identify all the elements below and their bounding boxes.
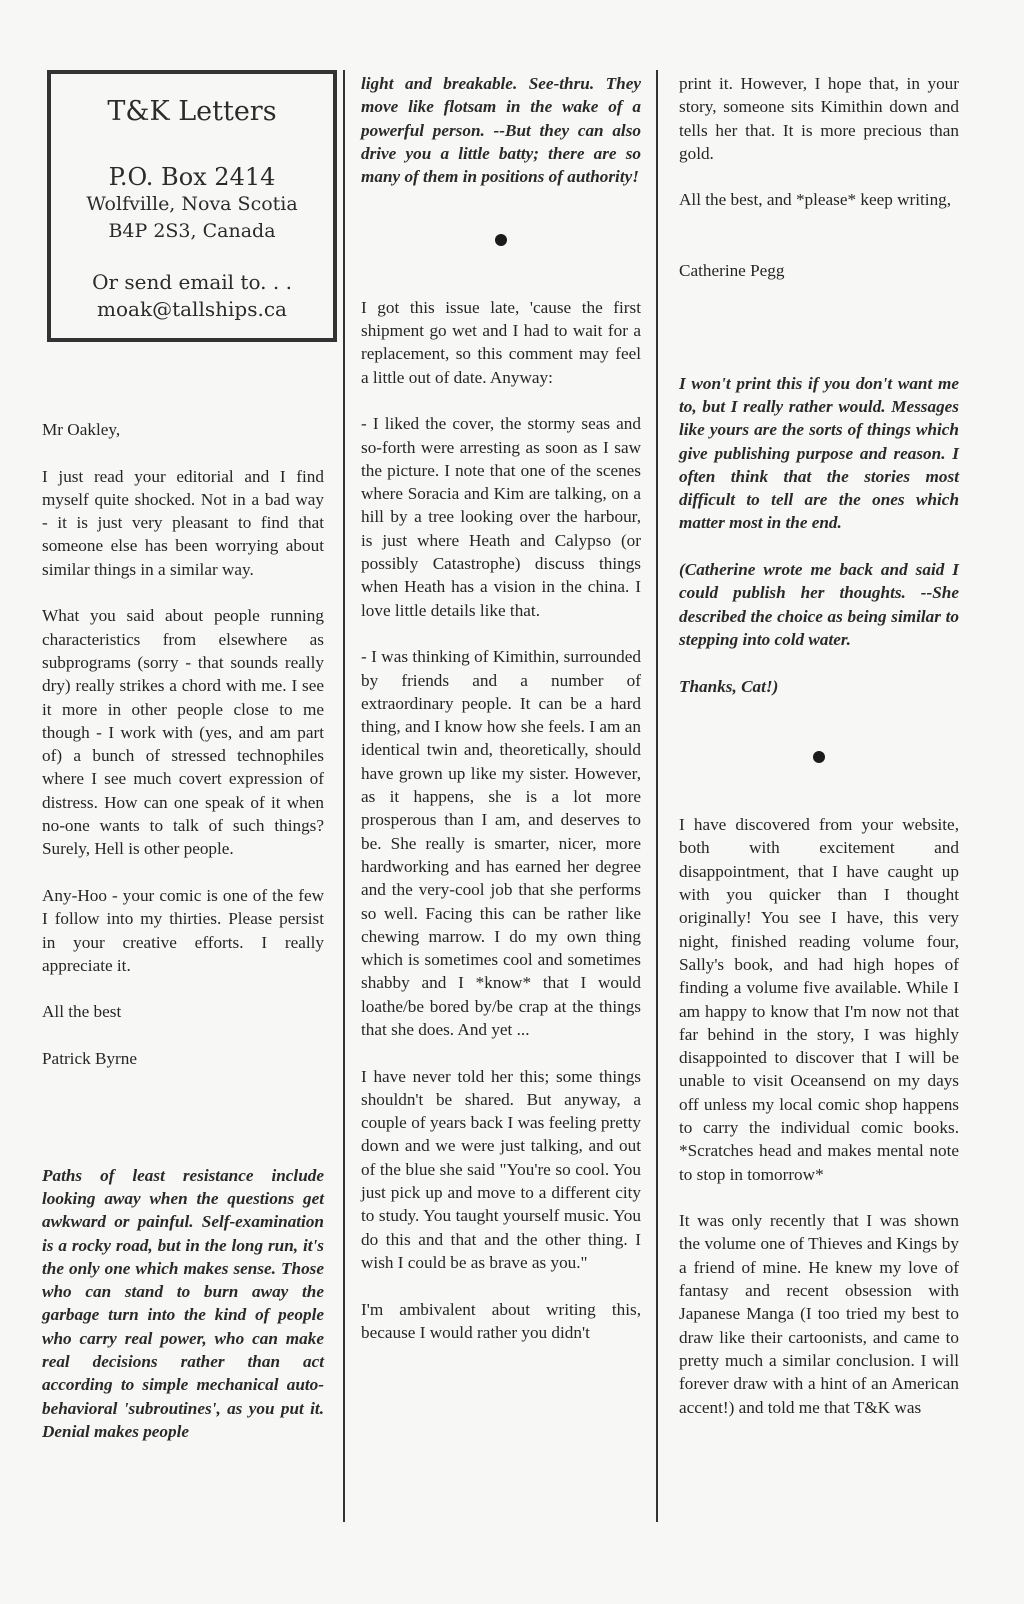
letter-paragraph: What you said about people running characteristics from elsewhere as subprograms (sorry - that sounds really dry) really strikes a chord with me. I see it more in other people close to me though - I work with (yes, and am part of) a bunch of stressed technophiles where I see much covert expression of distress. How can one speak of it when no-one wants to talk of such things? Surely, Hell is other people. (42, 606, 324, 859)
letter-paragraph: - I liked the cover, the stormy seas and so-forth were arresting as soon as I saw the picture. I note that one of the scenes where Soracia and Kim are talking, on a hill by a tree looking over the harbour, is just where Heath and Calypso (or possibly Catastrophe) discuss things when Heath has a vision in the china. I love little details like that. (361, 414, 641, 620)
editor-reply-continued: light and breakable. See-thru. They move like flotsam in the wake of a powerful person. --But they can also drive you a little batty; there are so many of them in positions of authority! (361, 74, 641, 187)
address-postal: B4P 2S3, Canada (108, 220, 276, 242)
letters-title: T&K Letters (107, 96, 277, 127)
editor-reply: I won't print this if you don't want me to, but I really rather would. Messages like yours are the sorts of things which give publishing purpose and reason. I often think that the stories most difficult to tell are the ones which matter most in the end. (679, 373, 959, 533)
letter-closing: All the best (42, 1002, 122, 1022)
letter-paragraph: print it. However, I hope that, in your story, someone sits Kimithin down and tells her that. It is more precious than gold. (679, 74, 959, 163)
letter-paragraph: I have discovered from your website, both with excitement and disappointment, that I have caught up with you quicker than I thought originally! You see I have, this very night, finished reading volume four, Sally's book, and had high hopes of finding a volume five available. While I am happy to know that I'm now not that far behind in the story, I was highly disappointed to discover that I will be unable to visit Oceansend on my days off unless my local comic shop happens to carry the individual comic books. *Scratches head and makes mental note to stop in tomorrow* (679, 815, 959, 1184)
column-1 (42, 418, 324, 1466)
address-box (47, 70, 337, 342)
editor-reply: (Catherine wrote me back and said I could publish her thoughts. --She described the choice as being similar to stepping into cold water. (679, 560, 959, 649)
letter-salutation: Mr Oakley, (42, 420, 121, 439)
letter-signature: Catherine Pegg (679, 261, 785, 281)
letter-paragraph: All the best, and *please* keep writing, (679, 190, 952, 210)
letter-paragraph: I just read your editorial and I find myself quite shocked. Not in a bad way - it is just very pleasant to find that someone else has been worrying about similar things in a similar way. (42, 466, 324, 579)
section-separator-bullet (495, 234, 507, 246)
address-city: Wolfville, Nova Scotia (86, 193, 298, 215)
column-divider-right (656, 70, 658, 1522)
letter-signature: Patrick Byrne (42, 1049, 137, 1069)
column-divider-left (343, 70, 345, 1522)
column-2 (361, 72, 641, 1367)
email-address: moak@tallships.ca (97, 297, 287, 321)
letter-paragraph: It was only recently that I was shown the volume one of Thieves and Kings by a friend of mine. He knew my love of fantasy and recent obsession with Japanese Manga (I too tried my best to draw like their cartoonists, and came to pretty much a similar conclusion. I will forever draw with a hint of an American accent!) and told me that T&K was (679, 1211, 959, 1417)
po-box: P.O. Box 2414 (108, 163, 276, 191)
letter-paragraph: I have never told her this; some things shouldn't be shared. But anyway, a couple of years back I was feeling pretty down and we were just talking, and out of the blue she said "You're so cool. You just pick up and move to a different city to study. You taught yourself music. You do this and that and the other thing. I wish I could be as brave as you." (361, 1066, 641, 1272)
email-prompt: Or send email to. . . (92, 270, 292, 294)
column-3 (679, 72, 959, 1442)
editor-reply-thanks: Thanks, Cat!) (679, 676, 779, 696)
editor-reply: Paths of least resistance include looking away when the questions get awkward or painful. Self-examination is a rocky road, but in the long run, it's the only one which makes sense. Those who can stand to burn away the garbage turn into the kind of people who carry real power, who can make real decisions rather than act according to simple mechanical auto-behavioral 'subroutines', as you put it. Denial makes people (42, 1165, 324, 1441)
letter-paragraph: - I was thinking of Kimithin, surrounded by friends and a number of extraordinary people. It can be a hard thing, and I know how she feels. I am an identical twin and, theoretically, should have grown up like my sister. However, as it happens, she is a lot more prosperous than I am, and deserves to be. She really is smarter, nicer, more hardworking and has earned her degree and the very-cool job that she performs so well. Facing this can be rather like chewing marrow. I do my own thing which is sometimes cool and sometimes shabby and I *know* that I would loathe/be bored by/be crap at the things that she does. And yet ... (361, 647, 641, 1039)
letter-paragraph: I got this issue late, 'cause the first shipment go wet and I had to wait for a replacement, so this comment may feel a little out of date. Anyway: (361, 297, 641, 387)
letter-paragraph: I'm ambivalent about writing this, because I would rather you didn't (361, 1299, 641, 1342)
letter-paragraph: Any-Hoo - your comic is one of the few I follow into my thirties. Please persist in your creative efforts. I really appreciate it. (42, 885, 324, 975)
section-separator-bullet (813, 751, 825, 763)
